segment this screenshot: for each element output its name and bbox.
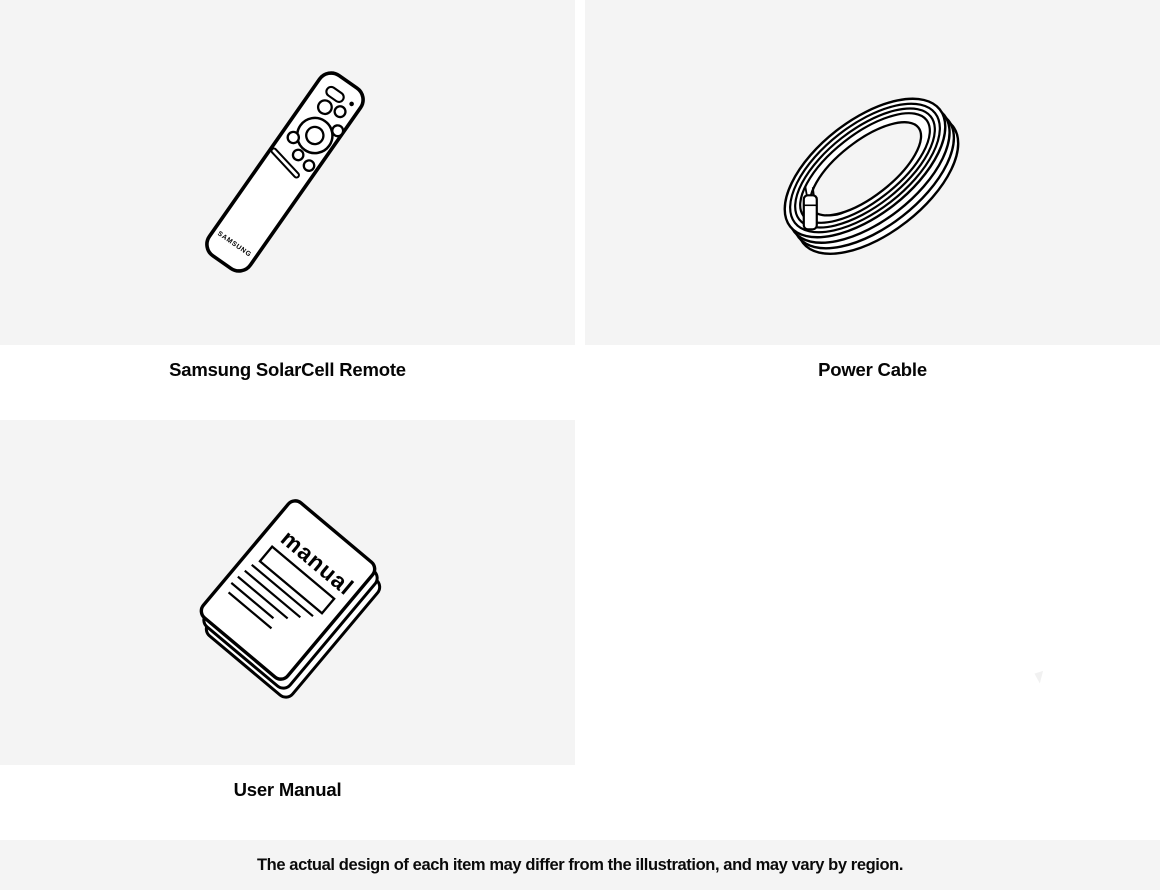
accessory-label-power-cable: Power Cable (818, 359, 927, 380)
footer-note-bar (0, 840, 1160, 890)
accessory-label-remote: Samsung SolarCell Remote (169, 359, 406, 380)
solarcell-remote-illustration-icon (0, 0, 575, 345)
accessory-card-user-manual (0, 420, 575, 840)
footer-note-text: The actual design of each item may differ from the illustration, and may vary by region. (256, 855, 904, 874)
accessory-card-remote (0, 0, 575, 420)
accessory-label-user-manual: User Manual (233, 779, 342, 800)
user-manual-illustration-icon (0, 420, 575, 765)
power-cable-illustration-panel (585, 0, 1160, 345)
remote-brand-text: SAMSUNG (215, 230, 253, 259)
remote-illustration-panel (0, 0, 575, 345)
accessories-row-1 (0, 0, 1160, 420)
accessories-row-2 (0, 420, 1160, 840)
manual-cover-title-text: manual (276, 524, 360, 601)
power-cable-illustration-icon (585, 0, 1160, 345)
empty-slot (585, 420, 1160, 840)
accessory-card-power-cable (585, 0, 1160, 420)
user-manual-illustration-panel (0, 420, 575, 765)
